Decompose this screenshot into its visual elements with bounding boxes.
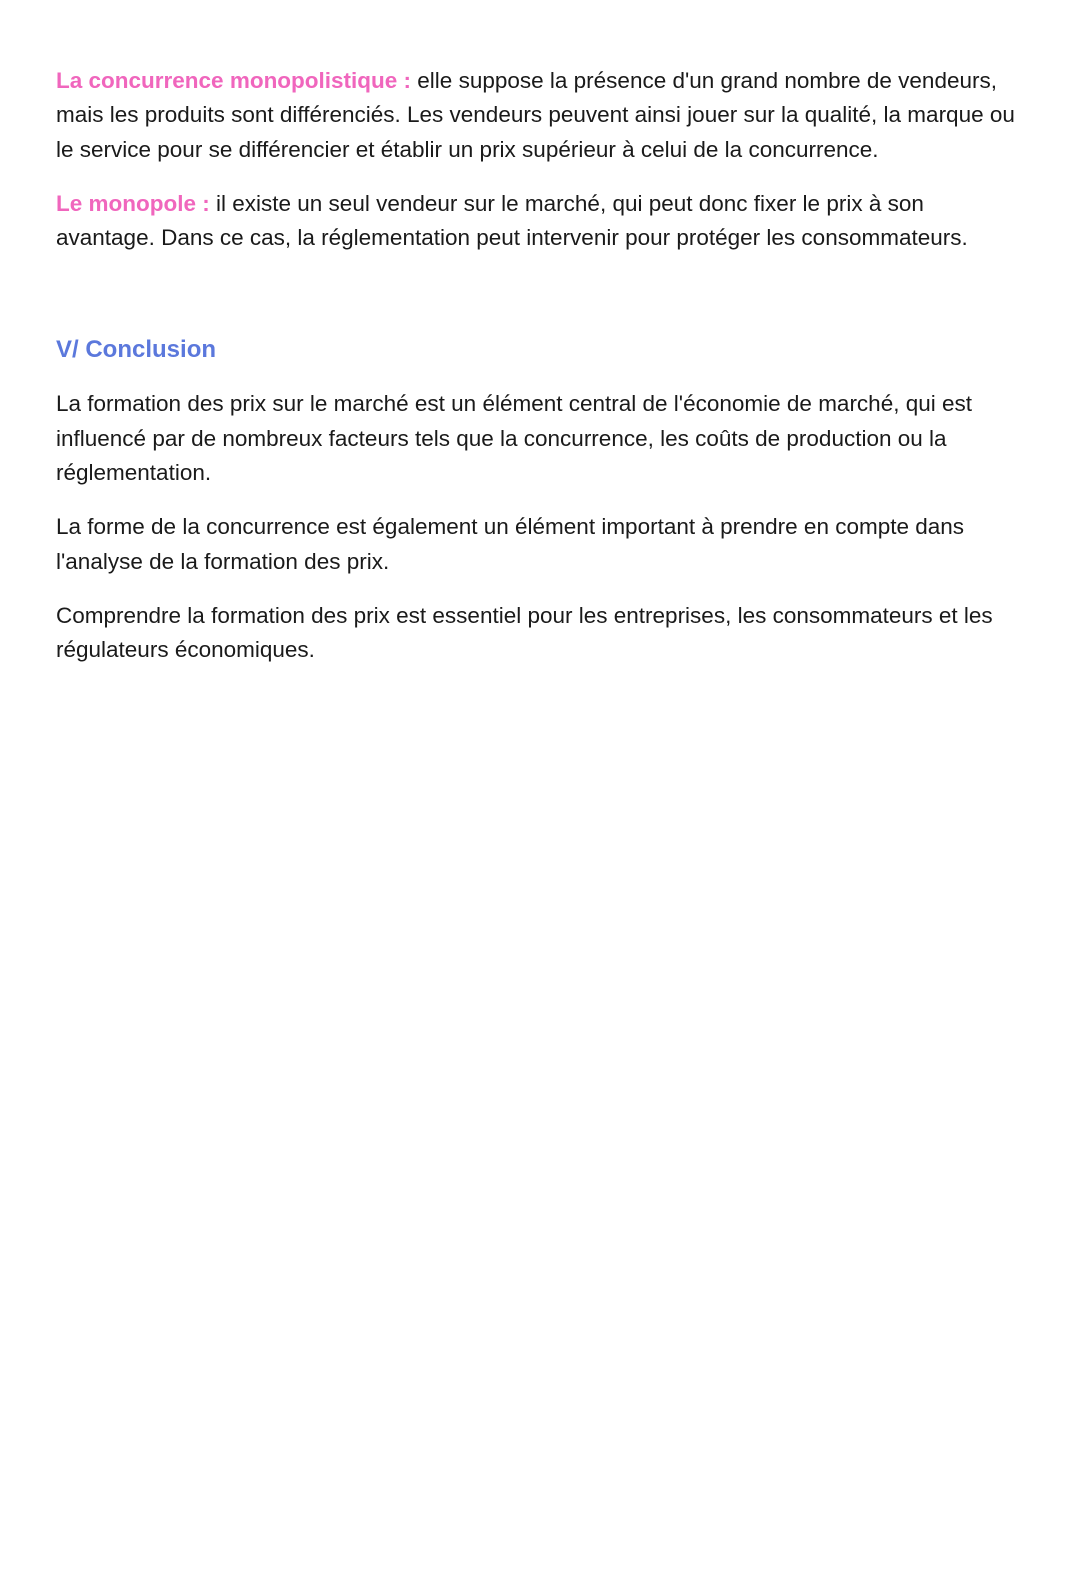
conclusion-paragraph-2: La forme de la concurrence est également un élément important à prendre en compte dans l'analyse de la formation des prix. [56, 514, 965, 574]
definition-monopole: il existe un seul vendeur sur le marché, qui peut donc fixer le prix à son avantage. Dans ce cas, la réglementation peut intervenir pour protéger les consommateurs. [56, 190, 968, 251]
term-concurrence-monopolistique: La concurrence monopolistique : [56, 68, 412, 93]
definition-concurrence-monopolistique: elle suppose la présence d'un grand nombre de vendeurs, mais les produits sont différenciés. Les vendeurs peuvent ainsi jouer sur la qualité, la marque ou le service pour se différencier et établir un prix supérieur à celui de la concurrence. [56, 68, 1015, 162]
conclusion-paragraph-1: La formation des prix sur le marché est un élément central de l'économie de marché, qui est influencé par de nombreux facteurs tels que la concurrence, les coûts de production ou la réglementation. [56, 391, 973, 486]
conclusion-heading: V/ Conclusion [56, 336, 217, 364]
term-monopole: Le monopole : [56, 190, 210, 216]
conclusion-paragraph-3: Comprendre la formation des prix est essentiel pour les entreprises, les consommateurs et les régulateurs économiques. [56, 602, 993, 663]
paragraph-concurrence-monopolistique [56, 64, 1016, 167]
paragraph-monopole [56, 187, 1016, 256]
document-page [56, 64, 1016, 688]
